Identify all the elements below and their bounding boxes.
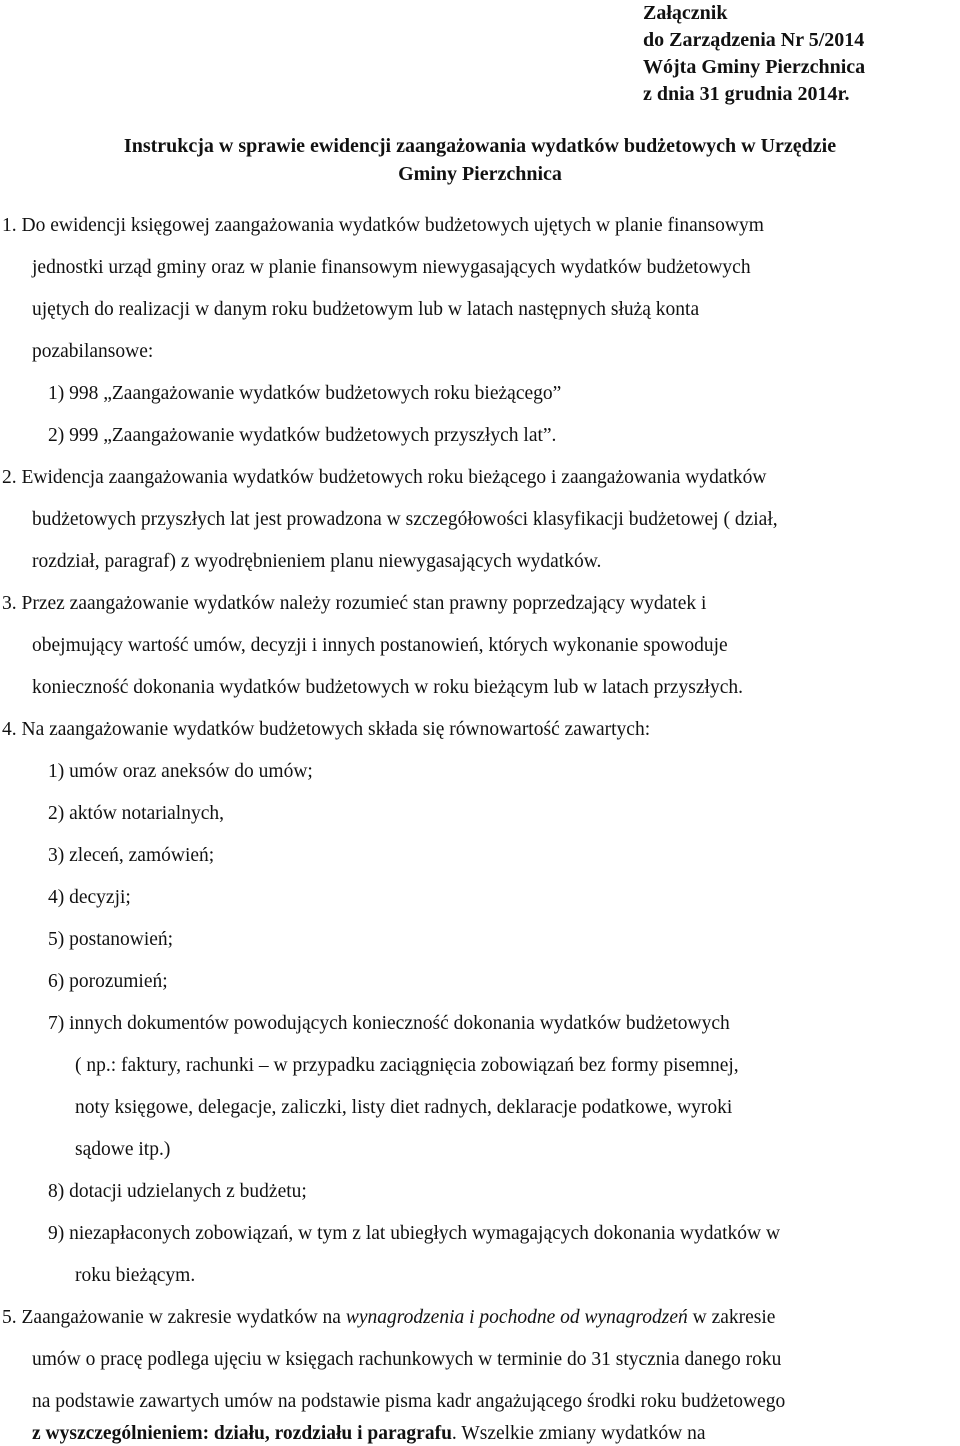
section-1-line-1: 1. Do ewidencji księgowej zaangażowania wydatków budżetowych ujętych w planie finansowym [2, 215, 764, 236]
section-5-italic-text: wynagrodzenia i pochodne od wynagrodzeń [345, 1307, 688, 1328]
section-5-bold-text: z wyszczególnieniem: działu, rozdziału i paragrafu [32, 1423, 452, 1444]
section-2-line-2: budżetowych przyszłych lat jest prowadzona w szczegółowości klasyfikacji budżetowej ( dział, [32, 509, 778, 530]
section-1-line-2: jednostki urząd gminy oraz w planie finansowym niewygasających wydatków budżetowych [32, 257, 751, 278]
ordinance-number: do Zarządzenia Nr 5/2014 [643, 29, 865, 51]
list-item: 6) porozumień; [48, 971, 168, 992]
section-5-line-4-rest: . Wszelkie zmiany wydatków na [451, 1423, 706, 1444]
list-item: 3) zleceń, zamówień; [48, 845, 215, 866]
list-item: 8) dotacji udzielanych z budżetu; [48, 1181, 307, 1202]
section-1-line-4: pozabilansowe: [32, 341, 154, 362]
title-line-1: Instrukcja w sprawie ewidencji zaangażowania wydatków budżetowych w Urzędzie [123, 135, 837, 157]
section-3-line-1: 3. Przez zaangażowanie wydatków należy rozumieć stan prawny poprzedzający wydatek i [2, 593, 707, 614]
list-item: 9) niezapłaconych zobowiązań, w tym z lat ubiegłych wymagających dokonania wydatków w [48, 1223, 781, 1244]
section-2-line-1: 2. Ewidencja zaangażowania wydatków budżetowych roku bieżącego i zaangażowania wydatków [2, 467, 767, 488]
list-item-continuation: roku bieżącym. [75, 1265, 196, 1286]
list-item-continuation: noty księgowe, delegacje, zaliczki, listy diet radnych, deklaracje podatkowe, wyroki [75, 1097, 733, 1118]
account-998-item: 1) 998 „Zaangażowanie wydatków budżetowych roku bieżącego” [48, 383, 562, 404]
list-item: 2) aktów notarialnych, [48, 803, 224, 824]
list-item: 4) decyzji; [48, 887, 131, 908]
section-5-line-3: na podstawie zawartych umów na podstawie pisma kadr angażującego środki roku budżetowego [32, 1391, 786, 1412]
section-5-line-2: umów o pracę podlega ujęciu w księgach rachunkowych w terminie do 31 stycznia danego roku [32, 1349, 782, 1370]
issuer: Wójta Gminy Pierzchnica [643, 56, 866, 78]
list-item: 5) postanowień; [48, 929, 174, 950]
title-line-2: Gminy Pierzchnica [398, 163, 562, 185]
list-item: 7) innych dokumentów powodujących konieczność dokonania wydatków budżetowych [48, 1013, 730, 1034]
ordinance-date: z dnia 31 grudnia 2014r. [643, 83, 850, 105]
section-3-line-3: konieczność dokonania wydatków budżetowych w roku bieżącym lub w latach przyszłych. [32, 677, 743, 698]
section-3-line-2: obejmujący wartość umów, decyzji i innych postanowień, których wykonanie spowoduje [32, 635, 728, 656]
list-item-continuation: sądowe itp.) [75, 1139, 171, 1160]
section-5-line-1 [2, 1306, 775, 1330]
section-4-line-1: 4. Na zaangażowanie wydatków budżetowych składa się równowartość zawartych: [2, 719, 651, 740]
list-item: 1) umów oraz aneksów do umów; [48, 761, 313, 782]
attachment-label: Załącznik [643, 2, 728, 24]
account-999-item: 2) 999 „Zaangażowanie wydatków budżetowych przyszłych lat”. [48, 425, 557, 446]
document-title [0, 132, 960, 188]
section-1-line-3: ujętych do realizacji w danym roku budżetowym lub w latach następnych służą konta [32, 299, 700, 320]
attachment-header [643, 0, 865, 108]
section-5-line-4 [32, 1422, 706, 1446]
section-5-text-a: 5. Zaangażowanie w zakresie wydatków na [2, 1307, 346, 1328]
section-5-text-b: w zakresie [687, 1307, 776, 1328]
section-2-line-3: rozdział, paragraf) z wyodrębnieniem planu niewygasających wydatków. [32, 551, 602, 572]
list-item-continuation: ( np.: faktury, rachunki – w przypadku zaciągnięcia zobowiązań bez formy pisemnej, [75, 1055, 739, 1076]
